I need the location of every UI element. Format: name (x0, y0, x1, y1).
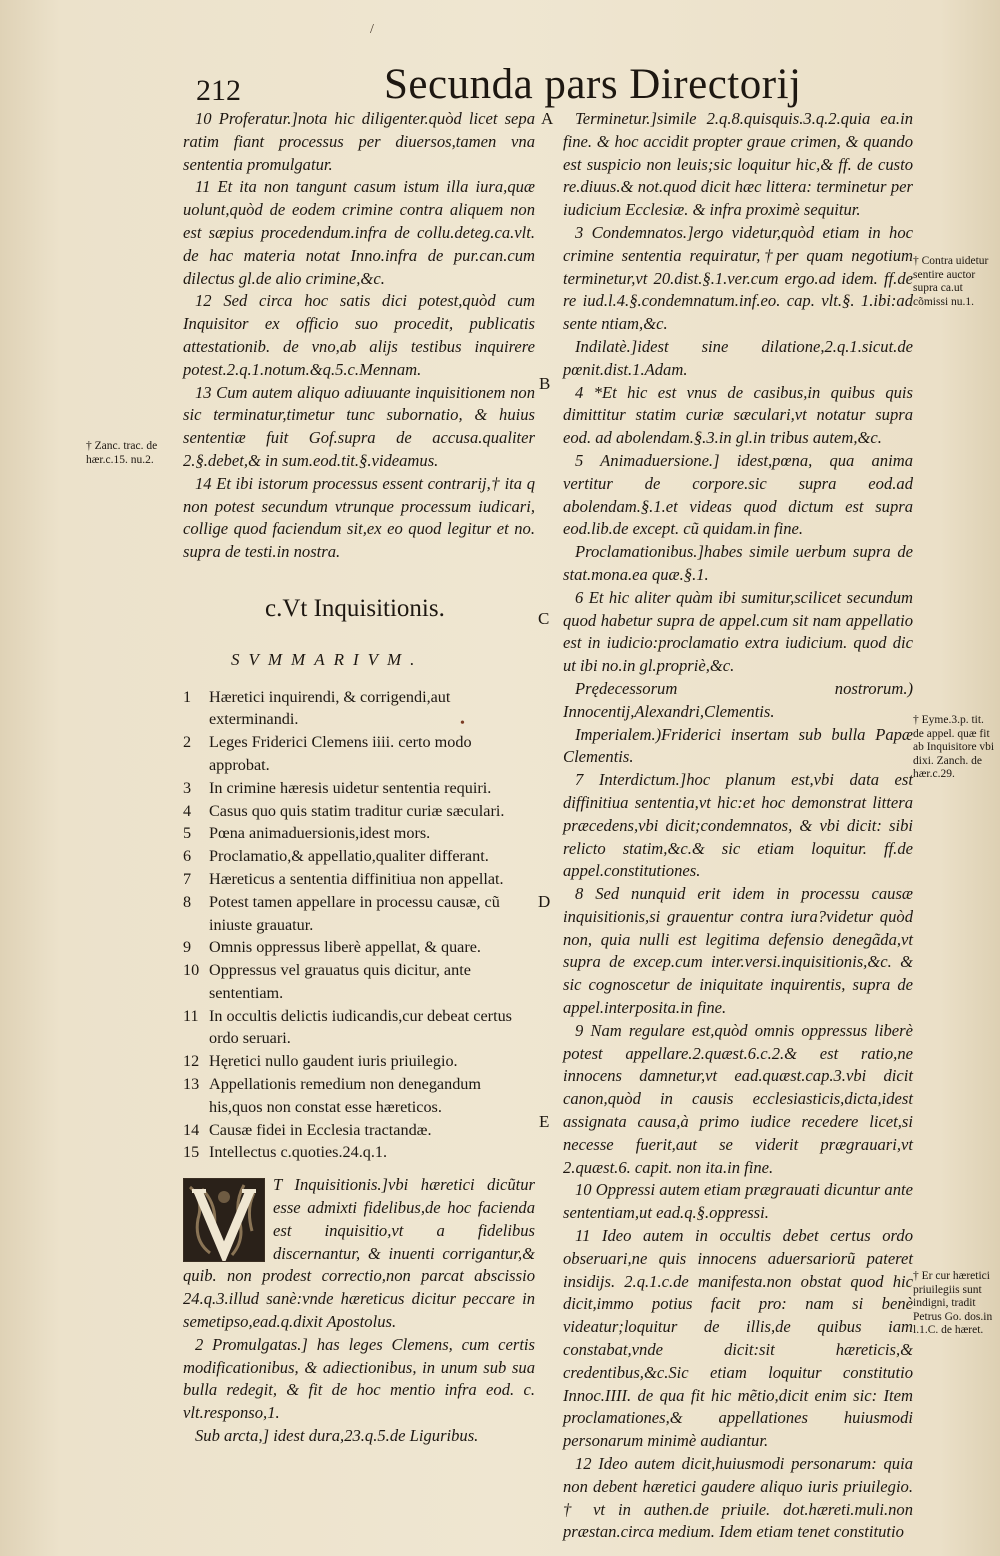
summarium-list (183, 686, 535, 1165)
margin-note-contra: † Contra uidetur sentire auctor supra ca.ut cõmissi nu.1. (913, 255, 989, 308)
summarium-item: 7 Hæreticus a sententia diffinitiua non appellat. (183, 869, 504, 888)
commentary-paragraph: 11 Ideo autem in occultis debet certus ordo obseruari,ne quis innocens aduersariorũ pateret insidijs. 2.q.1.c.de manifesta.non obstat quod hic dicit,immo potius facit pro: nam si benè videatur;loquitur de illis,de quibus iam constabat,vnde dicit:sit hæreticis,& credentibus,&c.Sic etiam loquitur constitutio Innoc.IIII. de qua fit hic mẽtio,dicit enim sic: Item proclamationes,& appellationes huiusmodi personarum minimè audiantur. (563, 1226, 913, 1451)
summarium-heading: SVMMARIVM. (231, 649, 424, 669)
commentary-paragraph: 10 Oppressi autem etiam prægrauati dicuntur ante sententiam,ut ead.q.§.oppressi. (563, 1180, 913, 1223)
section-letter-b: B (539, 374, 551, 393)
summarium-item: 10 Oppressus vel grauatus quis dicitur, ante sententiam. (183, 961, 471, 1002)
summarium-item: 8 Potest tamen appellare in processu causæ, cũ iniuste grauatur. (183, 892, 500, 934)
commentary-paragraph: Proclamationibus.]habes simile uerbum supra de stat.mona.ea quæ.§.1. (563, 542, 913, 584)
commentary-paragraph: Terminetur.]simile 2.q.8.quisquis.3.q.2.quia ea.in fine. & hoc accidit propter graue crimen, & quando est suspicio non leuis;sic loquitur hic,& ff. de custo re.diuus.& not.quod dicit hæc littera: terminetur per iudicium Ecclesiæ. & infra proximè sequitur. (563, 109, 913, 220)
summarium-item: 13 Appellationis remedium non denegandum his,quos non constat esse hæreticos. (183, 1075, 481, 1116)
commentary-paragraph: Imperialem.)Friderici insertam sub bulla Papæ Clementis. (563, 724, 913, 767)
summarium-item: 3 In crimine hæresis uidetur sententia requiri. (183, 778, 492, 797)
commentary-paragraph: Prędecessorum nostrorum.) Innocentij,Alexandri,Clementis. (563, 678, 913, 721)
margin-note-zanchinus: † Zanc. trac. de hær.c.15. nu.2. (86, 440, 158, 466)
right-column (563, 108, 913, 1544)
running-title: Secunda pars Directorij (384, 61, 802, 108)
commentary-paragraph: 5 Animaduersione.] idest,pœna, qua anima vertitur de corpore.sic supra eod.ad abolendam.§.1.et videas quod dictum est supra eod.lib.de except. cũ quidam.in fine. (563, 450, 913, 539)
section-letter-d: D (538, 892, 551, 911)
margin-note-er-cur: † Er cur hæretici priuilegiis sunt indigni, tradit Petrus Go. dos.in l.1.C. de hæret. (913, 1270, 993, 1336)
decorated-initial-icon (183, 1178, 265, 1262)
commentary-paragraph: 10 Proferatur.]nota hic diligenter.quòd licet sepa ratim fiant processus per diuersos,tamen vna sententia promulgatur. (183, 109, 535, 174)
summarium-item: 14 Causæ fidei in Ecclesia tractandæ. (183, 1120, 432, 1139)
ink-mark: / (370, 22, 374, 37)
commentary-paragraph: 3 Condemnatos.]ergo videtur,quòd etiam in hoc crimine sententia requiratur,†per quam negotium terminetur,vt 20.dist.§.1.ver.cum ergo.ad idem. ff.de re iud.l.4.§.condemnatum.inf.eo. cap. vlt.§. 1.ibi:ad sente ntiam,&c. (563, 222, 913, 334)
commentary-paragraph: 13 Cum autem aliquo adiuuante inquisitionem non sic terminatur,timetur tunc subornatio, & huius sententiæ fuit Gof.supra de accusa.qualiter 2.§.debet,& in sum.eod.tit.§.videamus. (183, 382, 535, 470)
commentary-paragraph: 2 Promulgatas.] has leges Clemens, cum certis modificationibus, & adiectionibus, in unum sub sua bulla redegit, & fit de hoc mentio infra eod. c. vlt.responso,1. (183, 1334, 535, 1423)
section-letter-c: C (538, 609, 550, 628)
summarium-item: 15 Intellectus c.quoties.24.q.1. (183, 1143, 388, 1162)
chapter-intro (183, 1174, 535, 1334)
summarium-item: 5 Pœna animaduersionis,idest mors. (183, 824, 431, 843)
margin-note-eymericus: † Eyme.3.p. tit. de appel. quæ fit ab Inquisitore vbi dixi. Zanch. de hær.c.29. (913, 714, 995, 780)
commentary-paragraph: 8 Sed nunquid erit idem in processu causæ inquisitionis,si grauentur contra iura?videtur quòd non, quia nulli est legitima defensio denegãda,vt supra de excep.cum inter.versi.inquisitionis,&c. & sic cognoscetur de iniquitate inquirentis, supra de appel.interposita.in fine. (563, 884, 913, 1018)
commentary-paragraph: 7 Interdictum.]hoc planum est,vbi data est diffinitiua sententia,vt hic:et hoc demonstrat littera præcedens,vbi dicit;condemnatos, & vbi dicit: sibi relicto statim,&c.& sic etiam loquitur. ff.de appel.constitutiones. (563, 770, 913, 881)
summarium-item: 11 In occultis delictis iudicandis,cur debeat certus ordo seruari. (183, 1006, 512, 1048)
summarium-item: 12 Hęretici nullo gaudent iuris priuilegio. (183, 1052, 458, 1071)
commentary-paragraph: 6 Et hic aliter quàm ibi sumitur,scilicet secundum quod habetur supra de appel.cum sit nam appellatio est in iudicio:proclamatio extra iudicium. quod dic ut ibi no.in gl.propriè,&c. (563, 587, 913, 676)
summarium-item: 2 Leges Friderici Clemens iiii. certo modo approbat. (183, 733, 472, 774)
summarium-item: 4 Casus quo quis statim traditur curiæ sæculari. (183, 801, 505, 820)
commentary-paragraph: 12 Sed circa hoc satis dici potest,quòd cum Inquisitor ex officio suo procedit, publicatis attestationib. de vno,ab alijs testibus inquirere potest.2.q.1.notum.&q.5.c.Mennam. (183, 291, 535, 379)
commentary-paragraph: 12 Ideo autem dicit,huiusmodi personarum: quia non debent hæretici gaudere aliquo iuris priuilegio. † vt in authen.de priuile. dot.hæreti.muli.non præstan.circa medium. Idem etiam tenet constitutio (563, 1454, 913, 1542)
section-letter-a: A (541, 109, 554, 128)
summarium-item: 1 Hæretici inquirendi, & corrigendi,aut exterminandi. (183, 687, 451, 729)
page-number: 212 (196, 74, 241, 107)
commentary-paragraph: Sub arcta,] idest dura,23.q.5.de Liguribus. (195, 1426, 479, 1446)
section-letter-e: E (539, 1112, 550, 1131)
commentary-paragraph: T Inquisitionis.]vbi hæretici dicũtur esse admixti fidelibus,de hoc facienda est inquisitio,vt a fidelibus discernantur, & inuenti corrigantur,& quib. non prodest correctio,non parcat abscissio 24.q.3.illud sanè:vnde hæreticus dicitur peccare in semetipso,ead.q.dixit Apostolus. (183, 1175, 535, 1332)
page-header (0, 52, 1000, 108)
left-column (183, 108, 535, 1448)
commentary-paragraph: 9 Nam regulare est,quòd omnis oppressus liberè potest appellare.2.quæst.6.c.2.& est ratio,ne innocens damnetur,vt ead.quæst.cap.3.vbi dicit canon,quòd in causis ecclesiasticis,dicta,idest assignata causa,à primo iudice recedere licet,si necesse fuerit,aut se viderit prægrauari,vt 2.quæst.6. capit. non ita.in fine. (563, 1020, 913, 1177)
summarium-item: 9 Omnis oppressus liberè appellat, & quare. (183, 938, 481, 957)
commentary-paragraph: 11 Et ita non tangunt casum istum illa iura,quæ uolunt,quòd de eodem crimine contra aliquem non est sæpius procedendum.infra de collu.deteg.ca.vlt. de hac materia notat Inno.infra de pur.can.cum dilectus gl.de alio crimine,&c. (183, 177, 535, 288)
commentary-paragraph: 4 *Et hic est vnus de casibus,in quibus quis dimittitur statim curiæ sæculari,vt notatur supra eod. ad abolendam.§.3.in gl.in tribus autem,&c. (563, 382, 913, 448)
commentary-paragraph: 14 Et ibi istorum processus essent contrarij,† ita q non potest secundum vtrunque processum iudicari, collige quod faciendum sit,ex eo quod legitur et no. supra de testi.in nostra. (183, 473, 535, 562)
commentary-paragraph: Indilatè.]idest sine dilatione,2.q.1.sicut.de pœnit.dist.1.Adam. (563, 336, 913, 379)
chapter-title: c.Vt Inquisitionis. (265, 594, 445, 622)
ink-mark: • (460, 716, 465, 731)
summarium-item: 6 Proclamatio,& appellatio,qualiter differant. (183, 847, 489, 866)
